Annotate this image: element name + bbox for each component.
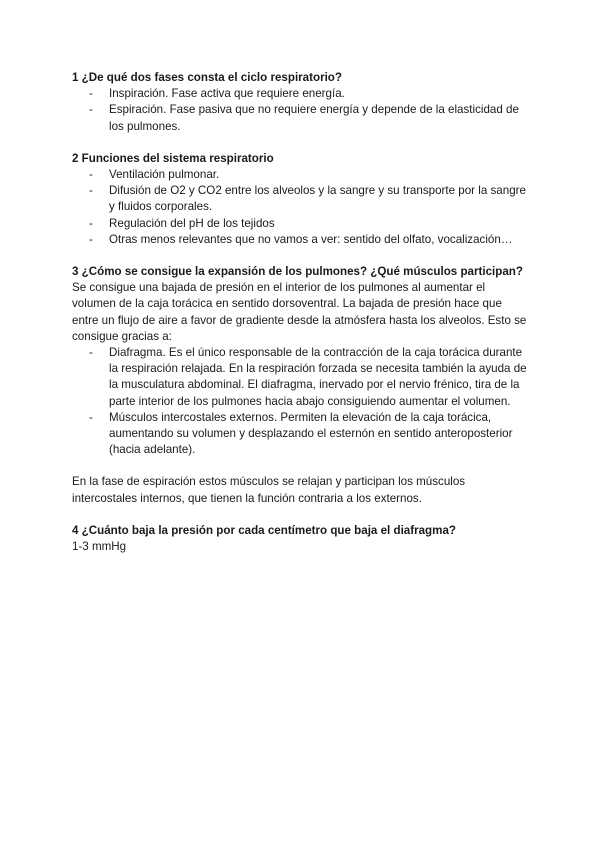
bullet-dash: - (89, 232, 93, 246)
list-item-text: Músculos intercostales externos. Permiten la elevación de la caja torácica, aumentando su volumen y desplazando el esternón en sentido anteroposterior (hacia adelante). (109, 410, 513, 457)
section-4-answer: 1-3 mmHg (72, 540, 127, 554)
section-1-list (72, 86, 530, 135)
bullet-dash: - (89, 346, 93, 360)
section-3-heading: 3 ¿Cómo se consigue la expansión de los pulmones? ¿Qué músculos participan? (72, 265, 523, 279)
list-item (72, 232, 530, 248)
section-1 (72, 70, 530, 135)
list-item (72, 216, 530, 232)
section-3-list (72, 345, 530, 458)
list-item (72, 183, 530, 215)
list-item (72, 167, 530, 183)
section-3-outro: En la fase de espiración estos músculos se relajan y participan los músculos intercostales internos, que tienen la función contraria a los externos. (72, 475, 466, 505)
list-item-text: Inspiración. Fase activa que requiere energía. (109, 87, 345, 101)
bullet-dash: - (89, 410, 93, 424)
section-3 (72, 264, 530, 507)
list-item (72, 86, 530, 102)
section-1-heading: 1 ¿De qué dos fases consta el ciclo respiratorio? (72, 71, 342, 84)
bullet-dash: - (89, 216, 93, 230)
document-content (72, 70, 530, 571)
section-2-list (72, 167, 530, 248)
list-item (72, 345, 530, 410)
list-item (72, 410, 530, 459)
list-item-text: Espiración. Fase pasiva que no requiere energía y depende de la elasticidad de los pulmones. (109, 103, 519, 133)
section-4-heading: 4 ¿Cuánto baja la presión por cada centímetro que baja el diafragma? (72, 523, 456, 537)
list-item-text: Otras menos relevantes que no vamos a ver: sentido del olfato, vocalización… (109, 232, 513, 246)
list-item-text: Difusión de O2 y CO2 entre los alveolos y la sangre y su transporte por la sangre y fluidos corporales. (109, 184, 526, 214)
paragraph-gap (72, 458, 530, 474)
bullet-dash: - (89, 184, 93, 198)
list-item-text: Regulación del pH de los tejidos (109, 216, 275, 230)
bullet-dash: - (89, 87, 93, 101)
list-item-text: Ventilación pulmonar. (109, 168, 220, 182)
section-3-intro: Se consigue una bajada de presión en el interior de los pulmones al aumentar el volumen de la caja torácica en sentido dorsoventral. La bajada de presión hace que entre un flujo de aire a favor de gradiente desde la atmósfera hasta los alveolos. Esto se consigue gracias a: (72, 281, 527, 343)
bullet-dash: - (89, 103, 93, 117)
section-4 (72, 523, 530, 555)
section-2 (72, 151, 530, 248)
section-2-heading: 2 Funciones del sistema respiratorio (72, 151, 274, 165)
list-item-text: Diafragma. Es el único responsable de la contracción de la caja torácica durante la respiración relajada. En la respiración forzada se necesita también la ayuda de la musculatura abdominal. El diafragma, inervado por el nervio frénico, tira de la parte interior de los pulmones hacia abajo consiguiendo aumentar el volumen. (109, 346, 527, 408)
bullet-dash: - (89, 168, 93, 182)
list-item (72, 102, 530, 134)
